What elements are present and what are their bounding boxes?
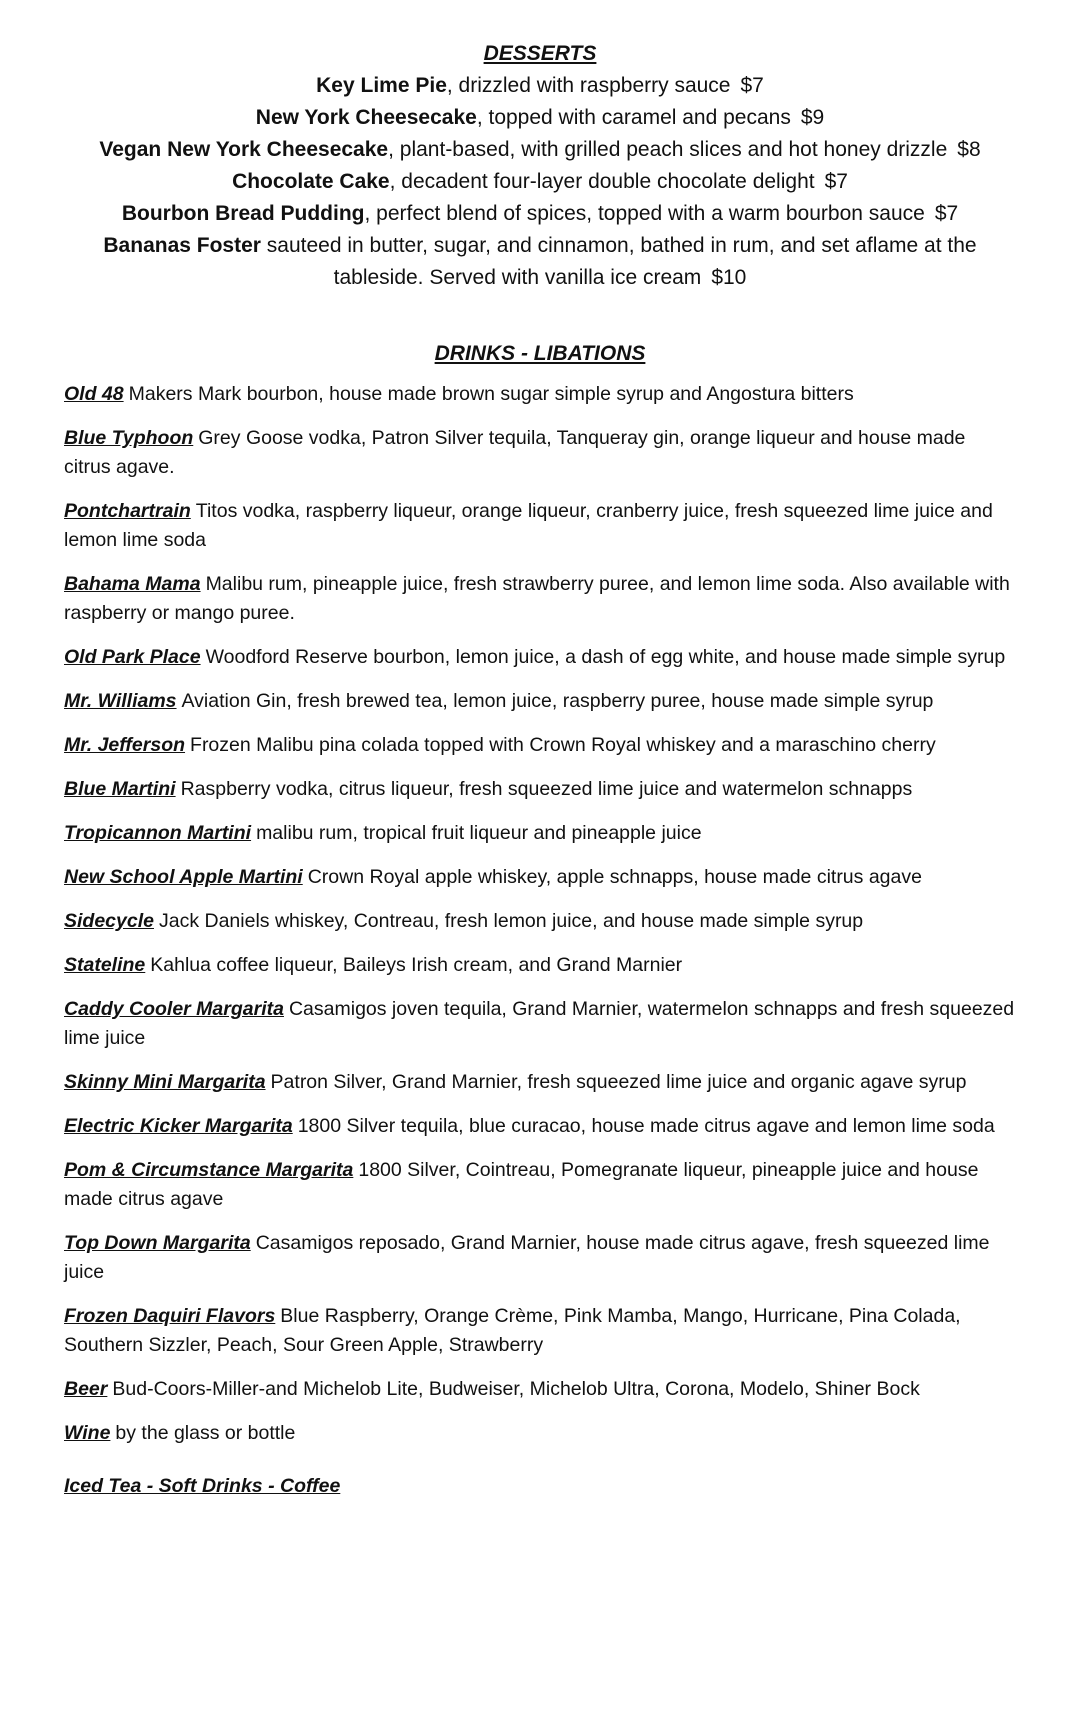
drink-name: Mr. Williams xyxy=(64,690,177,712)
drink-name: Bahama Mama xyxy=(64,573,201,595)
drink-name: Old 48 xyxy=(64,383,124,405)
dessert-item xyxy=(64,198,1016,230)
drink-name: Blue Martini xyxy=(64,778,176,800)
dessert-price: $7 xyxy=(740,74,764,97)
drink-description: Kahlua coffee liqueur, Baileys Irish cream, and Grand Marnier xyxy=(150,954,683,976)
drink-description: Bud-Coors-Miller-and Michelob Lite, Budweiser, Michelob Ultra, Corona, Modelo, Shiner Bock xyxy=(112,1378,920,1400)
dessert-price: $7 xyxy=(824,170,848,193)
dessert-name: Vegan New York Cheesecake xyxy=(99,138,389,161)
drink-description: Frozen Malibu pina colada topped with Crown Royal whiskey and a maraschino cherry xyxy=(190,734,936,756)
drink-description: Titos vodka, raspberry liqueur, orange liqueur, cranberry juice, fresh squeezed lime juice and lemon lime soda xyxy=(64,500,993,551)
drink-name: Sidecycle xyxy=(64,910,154,932)
drinks-section xyxy=(64,338,1016,1501)
dessert-item xyxy=(64,102,1016,134)
drink-name: Stateline xyxy=(64,954,146,976)
drink-item xyxy=(64,951,1016,980)
drink-description: 1800 Silver tequila, blue curacao, house made citrus agave and lemon lime soda xyxy=(297,1115,995,1137)
dessert-item xyxy=(64,230,1016,294)
drink-item xyxy=(64,1112,1016,1141)
drink-description: 1800 Silver, Cointreau, Pomegranate liqueur, pineapple juice and house made citrus agave xyxy=(64,1159,979,1210)
drink-item xyxy=(64,424,1016,482)
drink-description: Patron Silver, Grand Marnier, fresh squeezed lime juice and organic agave syrup xyxy=(270,1071,967,1093)
dessert-item xyxy=(64,166,1016,198)
drink-description: Blue Raspberry, Orange Crème, Pink Mamba, Mango, Hurricane, Pina Colada, Southern Sizzler, Peach, Sour Green Apple, Strawberry xyxy=(64,1305,961,1356)
dessert-item xyxy=(64,70,1016,102)
drink-item xyxy=(64,1419,1016,1448)
desserts-section xyxy=(64,38,1016,294)
drink-description: Jack Daniels whiskey, Contreau, fresh lemon juice, and house made simple syrup xyxy=(158,910,864,932)
drink-description: Woodford Reserve bourbon, lemon juice, a dash of egg white, and house made simple syrup xyxy=(205,646,1006,668)
drink-item xyxy=(64,497,1016,555)
dessert-description: , topped with caramel and pecans xyxy=(476,106,791,129)
drink-description: Makers Mark bourbon, house made brown sugar simple syrup and Angostura bitters xyxy=(128,383,854,405)
drink-description: Crown Royal apple whiskey, apple schnapps, house made citrus agave xyxy=(307,866,922,888)
drink-item xyxy=(64,863,1016,892)
drink-description: malibu rum, tropical fruit liqueur and pineapple juice xyxy=(256,822,702,844)
drink-list xyxy=(64,380,1016,1448)
drink-description: Casamigos joven tequila, Grand Marnier, watermelon schnapps and fresh squeezed lime juice xyxy=(64,998,1015,1049)
drink-item xyxy=(64,570,1016,628)
dessert-description: , perfect blend of spices, topped with a warm bourbon sauce xyxy=(364,202,925,225)
drink-description: Casamigos reposado, Grand Marnier, house made citrus agave, fresh squeezed lime juice xyxy=(64,1232,990,1283)
drink-description: Raspberry vodka, citrus liqueur, fresh squeezed lime juice and watermelon schnapps xyxy=(180,778,913,800)
drink-name: Beer xyxy=(64,1378,108,1400)
drink-item xyxy=(64,995,1016,1053)
dessert-description: sauteed in butter, sugar, and cinnamon, bathed in rum, and set aflame at the tableside. Served with vanilla ice cream xyxy=(260,234,977,289)
dessert-name: Key Lime Pie xyxy=(316,74,447,97)
drink-description: Malibu rum, pineapple juice, fresh strawberry puree, and lemon lime soda. Also available with raspberry or mango puree. xyxy=(64,573,1010,624)
drink-item xyxy=(64,1229,1016,1287)
drink-name: Caddy Cooler Margarita xyxy=(64,998,284,1020)
non-alcoholic-drinks-line: Iced Tea - Soft Drinks - Coffee xyxy=(64,1475,341,1497)
dessert-price: $9 xyxy=(800,106,825,129)
drinks-title: DRINKS - LIBATIONS xyxy=(434,342,646,365)
drink-description: Aviation Gin, fresh brewed tea, lemon juice, raspberry puree, house made simple syrup xyxy=(181,690,934,712)
drink-name: Tropicannon Martini xyxy=(64,822,252,844)
drink-item xyxy=(64,687,1016,716)
dessert-price: $10 xyxy=(711,266,747,289)
drink-item xyxy=(64,907,1016,936)
desserts-title: DESSERTS xyxy=(483,42,597,65)
dessert-price: $8 xyxy=(957,138,981,161)
dessert-name: Bananas Foster xyxy=(103,234,261,257)
drink-item xyxy=(64,1302,1016,1360)
dessert-description: , plant-based, with grilled peach slices and hot honey drizzle xyxy=(388,138,948,161)
drink-name: Wine xyxy=(64,1422,111,1444)
dessert-description: , decadent four-layer double chocolate delight xyxy=(389,170,815,193)
drink-item xyxy=(64,643,1016,672)
drink-name: Mr. Jefferson xyxy=(64,734,186,756)
drink-item xyxy=(64,775,1016,804)
drink-name: Skinny Mini Margarita xyxy=(64,1071,266,1093)
dessert-name: New York Cheesecake xyxy=(255,106,477,129)
drink-item xyxy=(64,731,1016,760)
drink-item xyxy=(64,819,1016,848)
dessert-name: Bourbon Bread Pudding xyxy=(121,202,365,225)
drink-name: Top Down Margarita xyxy=(64,1232,251,1254)
dessert-description: , drizzled with raspberry sauce xyxy=(446,74,731,97)
dessert-item xyxy=(64,134,1016,166)
drink-name: Pom & Circumstance Margarita xyxy=(64,1159,354,1181)
drink-name: Pontchartrain xyxy=(64,500,191,522)
drink-name: Electric Kicker Margarita xyxy=(64,1115,293,1137)
drink-description: by the glass or bottle xyxy=(115,1422,296,1444)
drink-item xyxy=(64,1375,1016,1404)
drink-name: Old Park Place xyxy=(64,646,201,668)
drink-item xyxy=(64,1068,1016,1097)
dessert-list xyxy=(64,70,1016,294)
dessert-price: $7 xyxy=(934,202,959,225)
drink-name: Blue Typhoon xyxy=(64,427,194,449)
drink-description: Grey Goose vodka, Patron Silver tequila, Tanqueray gin, orange liqueur and house made citrus agave. xyxy=(64,427,966,478)
drink-name: New School Apple Martini xyxy=(64,866,303,888)
drink-item xyxy=(64,1156,1016,1214)
drink-item xyxy=(64,380,1016,409)
drink-name: Frozen Daquiri Flavors xyxy=(64,1305,276,1327)
dessert-name: Chocolate Cake xyxy=(232,170,390,193)
